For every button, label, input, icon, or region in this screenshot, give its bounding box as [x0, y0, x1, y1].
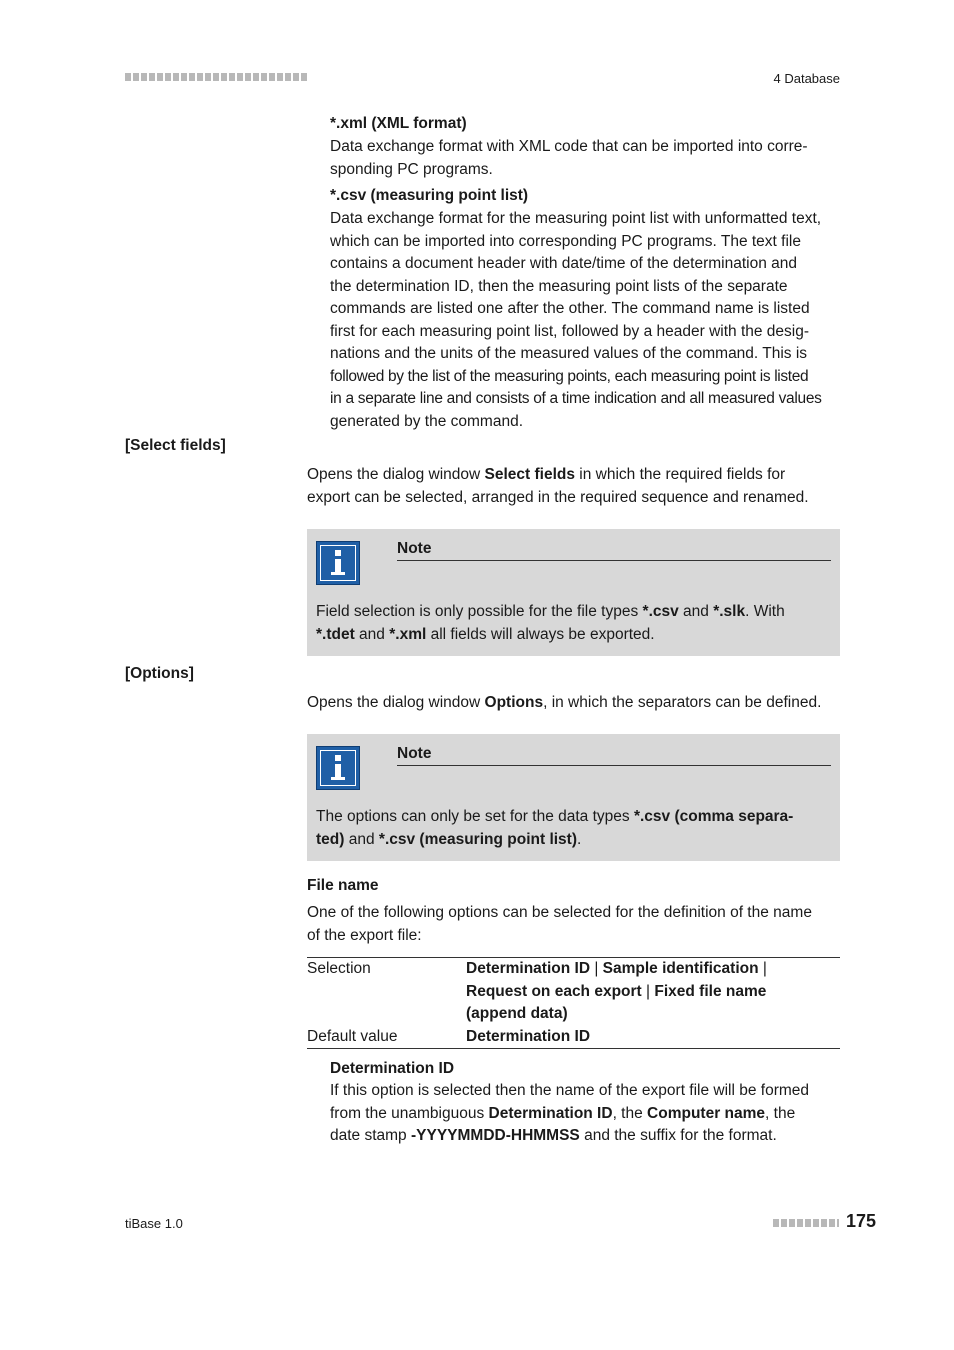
text: Field selection is only possible for the file types — [316, 603, 643, 620]
page-number: 175 — [846, 1211, 877, 1231]
option: Fixed file name — [654, 982, 767, 1000]
xml-format-description — [330, 136, 842, 181]
text-line: nations and the units of the measured values of the command. This is — [330, 345, 808, 362]
text: . — [577, 830, 582, 848]
header-decoration — [125, 73, 307, 81]
text: Opens the dialog window — [307, 466, 485, 483]
table-row — [307, 1026, 840, 1049]
note-title: Note — [397, 540, 831, 561]
text-line: followed by the list of the measuring points, each measuring point is listed — [330, 367, 809, 385]
parameter-table — [307, 957, 840, 1049]
file-name-description — [307, 902, 842, 947]
text-line: contains a document header with date/time of the determination and — [330, 255, 798, 272]
text-line: of the export file: — [307, 926, 422, 944]
dialog-name: Options — [484, 694, 544, 711]
file-name-heading: File name — [307, 877, 379, 894]
term: Computer name — [647, 1104, 766, 1122]
select-fields-description — [307, 464, 842, 509]
determination-id-description — [330, 1080, 842, 1148]
option: Request on each export — [466, 982, 642, 1000]
text: Opens the dialog window — [307, 694, 485, 711]
option: Determination ID — [466, 960, 591, 977]
text: and — [354, 625, 390, 643]
info-icon — [316, 541, 360, 585]
option: Sample identification — [602, 960, 759, 977]
text: from the unambiguous — [330, 1104, 489, 1122]
separator: | — [646, 982, 651, 1000]
file-type: *.slk — [713, 603, 746, 620]
note-box — [307, 529, 840, 656]
option: (append data) — [466, 1005, 568, 1022]
text-line: Data exchange format for the measuring point list with unformatted text, — [330, 210, 822, 227]
text-line: If this option is selected then the name of the export file will be formed — [330, 1082, 810, 1099]
separator: | — [762, 960, 767, 977]
text: , in which the separators can be defined. — [543, 694, 822, 711]
xml-format-title: *.xml (XML format) — [330, 115, 467, 132]
text-line: first for each measuring point list, followed by a header with the desig- — [330, 322, 810, 340]
text-line: One of the following options can be selected for the definition of the name — [307, 904, 812, 921]
selection-label: Selection — [307, 960, 371, 977]
default-value: Determination ID — [466, 1027, 591, 1045]
file-type: *.xml — [389, 625, 427, 643]
term: Determination ID — [488, 1104, 613, 1122]
select-fields-label: [Select fields] — [125, 437, 226, 454]
term: -YYYYMMDD-HHMMSS — [411, 1127, 580, 1144]
text: and — [678, 603, 714, 620]
determination-id-title: Determination ID — [330, 1060, 455, 1077]
text-line: export can be selected, arranged in the required sequence and renamed. — [307, 488, 809, 506]
file-type: *.tdet — [316, 625, 355, 643]
options-label: [Options] — [125, 665, 194, 682]
selection-values — [466, 958, 840, 1026]
default-label: Default value — [307, 1027, 398, 1045]
text: and — [344, 830, 379, 848]
text: date stamp — [330, 1127, 411, 1144]
data-type: ted) — [316, 830, 345, 848]
table-row — [307, 958, 840, 1026]
separator: | — [594, 960, 599, 977]
text-line: generated by the command. — [330, 412, 524, 430]
dialog-name: Select fields — [484, 466, 575, 483]
text-line: commands are listed one after the other. The command name is listed — [330, 300, 810, 317]
text-line: the determination ID, then the measuring point lists of the separate — [330, 277, 788, 295]
text: , the — [612, 1104, 648, 1122]
note-title: Note — [397, 745, 831, 766]
text: The options can only be set for the data types — [316, 808, 634, 825]
text: . With — [745, 603, 785, 620]
csv-mpl-format-description — [330, 208, 842, 433]
note-box — [307, 734, 840, 861]
csv-mpl-format-title: *.csv (measuring point list) — [330, 187, 529, 204]
text: , the — [765, 1104, 796, 1122]
chapter-title: 4 Database — [773, 71, 840, 86]
file-type: *.csv — [642, 603, 679, 620]
text: all fields will always be exported. — [426, 625, 655, 643]
text-line: which can be imported into corresponding PC programs. The text file — [330, 232, 801, 250]
data-type: *.csv (measuring point list) — [378, 830, 578, 848]
footer-decoration — [773, 1219, 839, 1227]
text-line: in a separate line and consists of a time indication and all measured values — [330, 390, 822, 407]
product-name: tiBase 1.0 — [125, 1216, 183, 1231]
options-description — [307, 692, 842, 715]
text-line: sponding PC programs. — [330, 160, 493, 178]
data-type: *.csv (comma separa- — [633, 808, 794, 825]
info-icon — [316, 746, 360, 790]
note-text — [316, 806, 831, 851]
note-text — [316, 601, 831, 646]
text: and the suffix for the format. — [579, 1127, 777, 1144]
text-line: Data exchange format with XML code that can be imported into corre- — [330, 138, 808, 155]
text: in which the required fields for — [574, 466, 786, 483]
